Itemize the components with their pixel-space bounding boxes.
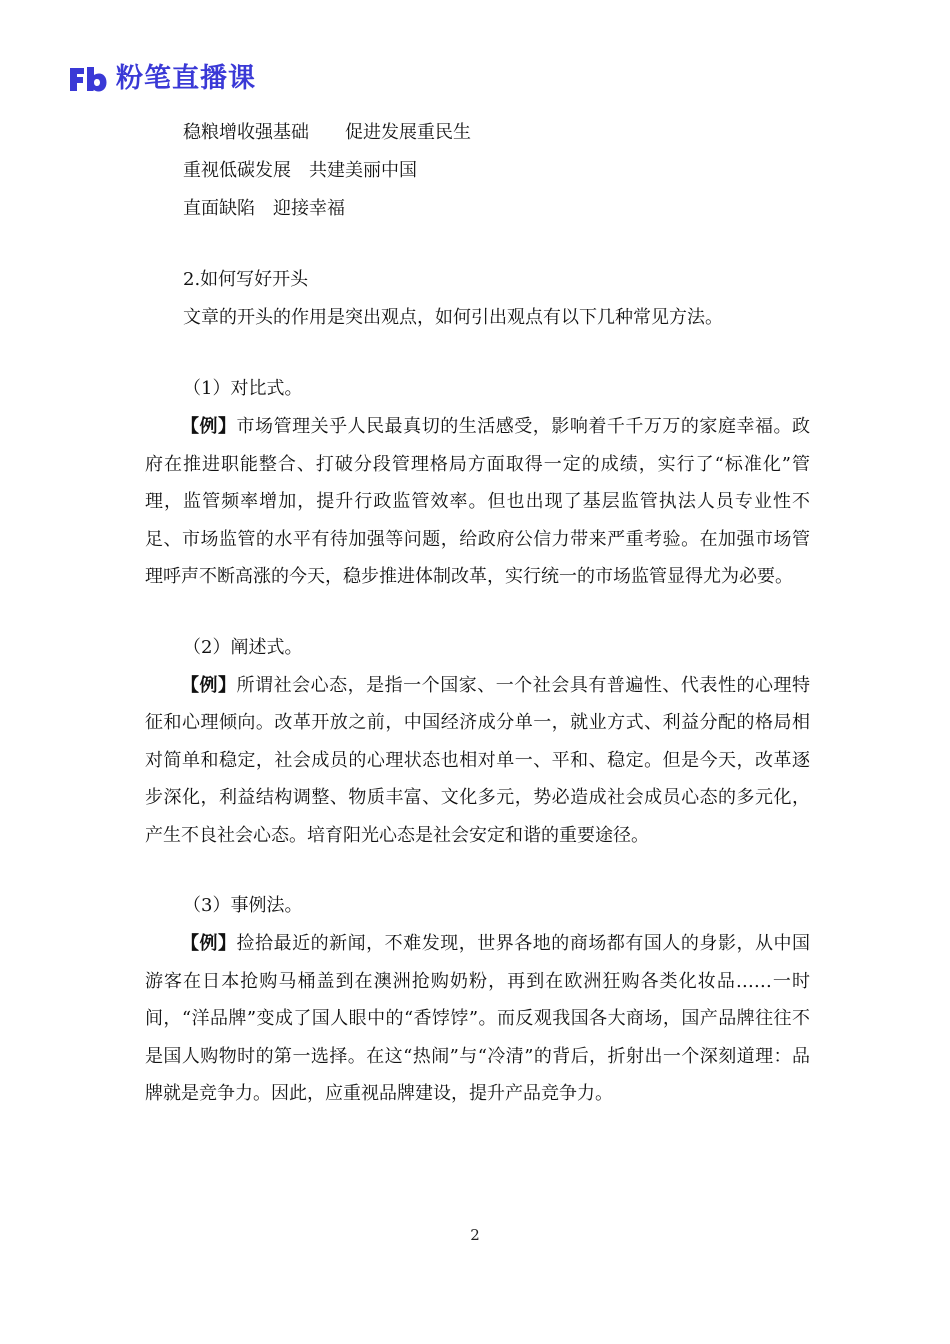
page-number: 2 bbox=[470, 1226, 480, 1244]
example-paragraph bbox=[145, 667, 810, 855]
example-text: 所谓社会心态，是指一个国家、一个社会具有普遍性、代表性的心理特征和心理倾向。改革开放之前，中国经济成分单一，就业方式、利益分配的格局相对简单和稳定，社会成员的心理状态也相对单一、平和、稳定。但是今天，改革逐步深化，利益结构调整、物质丰富、文化多元，势必造成社会成员心态的多元化，产生不良社会心态。培育阳光心态是社会安定和谐的重要途径。 bbox=[145, 674, 810, 846]
brand-name: 粉笔直播课 bbox=[116, 63, 256, 94]
section-intro: 文章的开头的作用是突出观点，如何引出观点有以下几种常见方法。 bbox=[183, 307, 723, 328]
title-example: 稳粮增收强基础 促进发展重民生 bbox=[183, 122, 471, 143]
example-text: 捡拾最近的新闻，不难发现，世界各地的商场都有国人的身影，从中国游客在日本抢购马桶盖到在澳洲抢购奶粉，再到在欧洲狂购各类化妆品……一时间，“洋品牌”变成了国人眼中的“香饽饽”。而反观我国各大商场，国产品牌往往不是国人购物时的第一选择。在这“热闹”与“冷清”的背后，折射出一个深刻道理：品牌就是竞争力。因此，应重视品牌建设，提升产品竞争力。 bbox=[145, 933, 810, 1104]
fb-logo-icon bbox=[68, 64, 108, 94]
method-label: （3）事例法。 bbox=[183, 895, 303, 916]
example-tag: 【例】 bbox=[181, 674, 237, 696]
example-tag: 【例】 bbox=[181, 933, 237, 954]
section-heading: 2.如何写好开头 bbox=[183, 269, 309, 290]
example-paragraph bbox=[145, 925, 810, 1113]
title-example: 直面缺陷 迎接幸福 bbox=[183, 198, 345, 219]
document-body bbox=[145, 114, 810, 1113]
example-text: 市场管理关乎人民最真切的生活感受，影响着千千万万的家庭幸福。政府在推进职能整合、打破分段管理格局方面取得一定的成绩，实行了“标准化”管理，监管频率增加，提升行政监管效率。但也出现了基层监管执法人员专业性不足、市场监管的水平有待加强等问题，给政府公信力带来严重考验。在加强市场管理呼声不断高涨的今天，稳步推进体制改革，实行统一的市场监管显得尤为必要。 bbox=[145, 416, 810, 587]
example-paragraph bbox=[145, 408, 810, 596]
title-example: 重视低碳发展 共建美丽中国 bbox=[183, 160, 417, 181]
method-label: （2）阐述式。 bbox=[183, 636, 303, 658]
method-label: （1）对比式。 bbox=[183, 378, 303, 399]
brand-logo bbox=[68, 62, 256, 96]
example-tag: 【例】 bbox=[181, 416, 237, 437]
